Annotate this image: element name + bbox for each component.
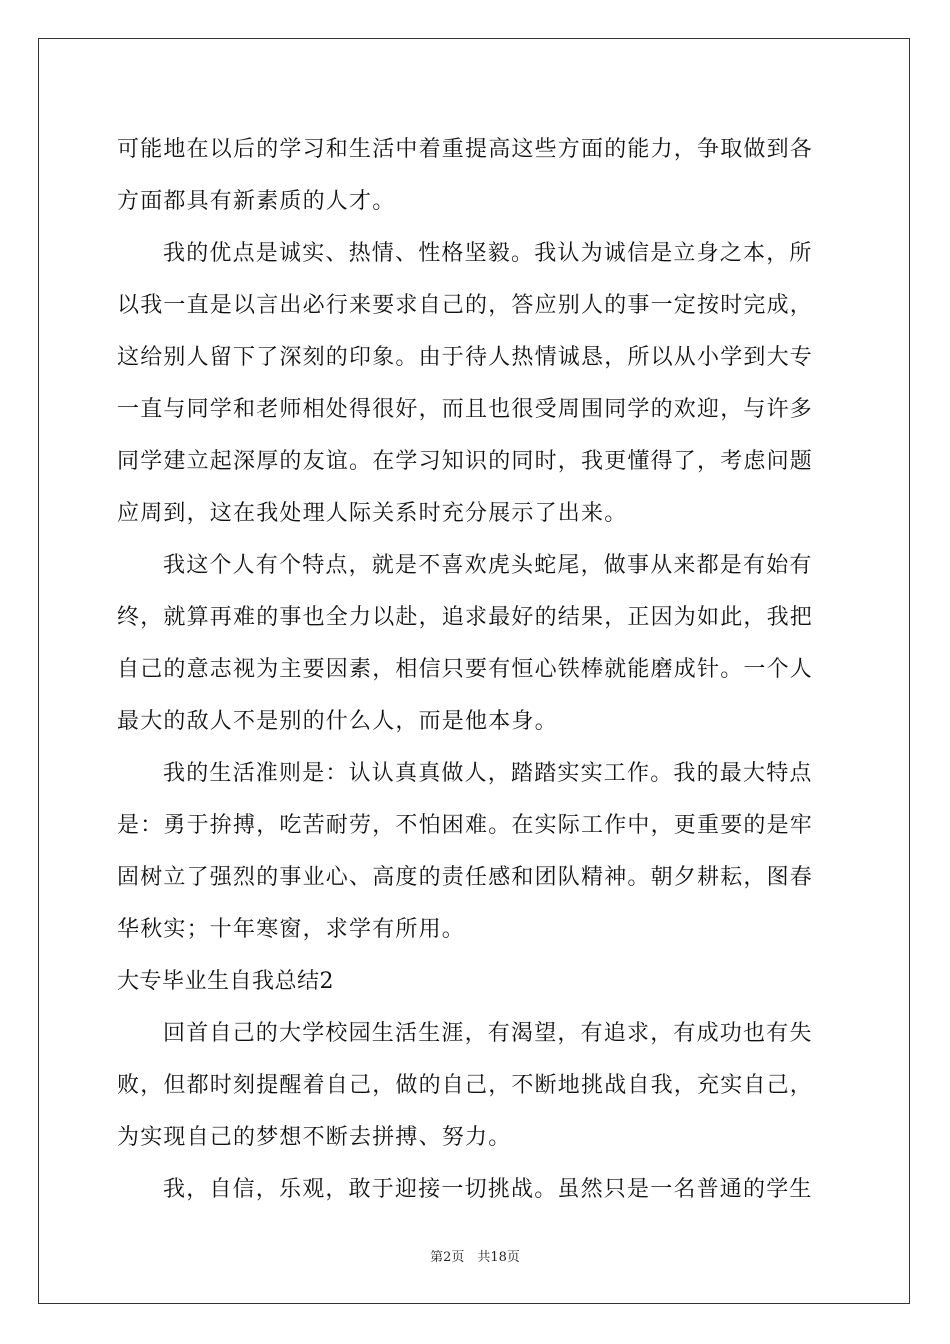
paragraph-first-line: 我这个人有个特点，就是不喜欢虎头蛇尾，做事从来都是有始有 bbox=[163, 553, 813, 578]
text-line: 一直与同学和老师相处得很好，而且也很受周围同学的欢迎，与许多 bbox=[117, 397, 814, 422]
document-body bbox=[117, 124, 833, 1216]
text-line: 为实现自己的梦想不断去拼搏、努力。 bbox=[117, 1125, 512, 1150]
section-heading: 大专毕业生自我总结2 bbox=[117, 969, 334, 994]
text-line: 是：勇于拚搏，吃苦耐劳，不怕困难。在实际工作中，更重要的是牢 bbox=[117, 813, 814, 838]
text-line: 终，就算再难的事也全力以赴，追求最好的结果，正因为如此，我把 bbox=[117, 605, 814, 630]
paragraph-first-line: 回首自己的大学校园生活生涯，有渴望，有追求，有成功也有失 bbox=[163, 1021, 813, 1046]
text-line: 同学建立起深厚的友谊。在学习知识的同时，我更懂得了，考虑问题 bbox=[117, 449, 814, 474]
text-line: 这给别人留下了深刻的印象。由于待人热情诚恳，所以从小学到大专 bbox=[117, 345, 814, 370]
paragraph-first-line: 我，自信，乐观，敢于迎接一切挑战。虽然只是一名普通的学生 bbox=[163, 1177, 813, 1202]
text-line: 应周到，这在我处理人际关系时充分展示了出来。 bbox=[117, 501, 628, 526]
text-line: 固树立了强烈的事业心、高度的责任感和团队精神。朝夕耕耘，图春 bbox=[117, 865, 814, 890]
text-line: 可能地在以后的学习和生活中着重提高这些方面的能力，争取做到各 bbox=[117, 137, 814, 162]
text-line: 败，但都时刻提醒着自己，做的自己，不断地挑战自我，充实自己， bbox=[117, 1073, 814, 1098]
text-line: 自己的意志视为主要因素，相信只要有恒心铁棒就能磨成针。一个人 bbox=[117, 657, 814, 682]
paragraph-first-line: 我的生活准则是：认认真真做人，踏踏实实工作。我的最大特点 bbox=[163, 761, 813, 786]
paragraph-first-line: 我的优点是诚实、热情、性格坚毅。我认为诚信是立身之本，所 bbox=[163, 241, 813, 266]
text-line: 方面都具有新素质的人才。 bbox=[117, 189, 396, 214]
text-line: 以我一直是以言出必行来要求自己的，答应别人的事一定按时完成， bbox=[117, 293, 814, 318]
text-line: 华秋实；十年寒窗，求学有所用。 bbox=[117, 917, 466, 942]
text-line: 最大的敌人不是别的什么人，而是他本身。 bbox=[117, 709, 558, 734]
page-number-footer: 第2页 共18页 bbox=[430, 1250, 520, 1265]
